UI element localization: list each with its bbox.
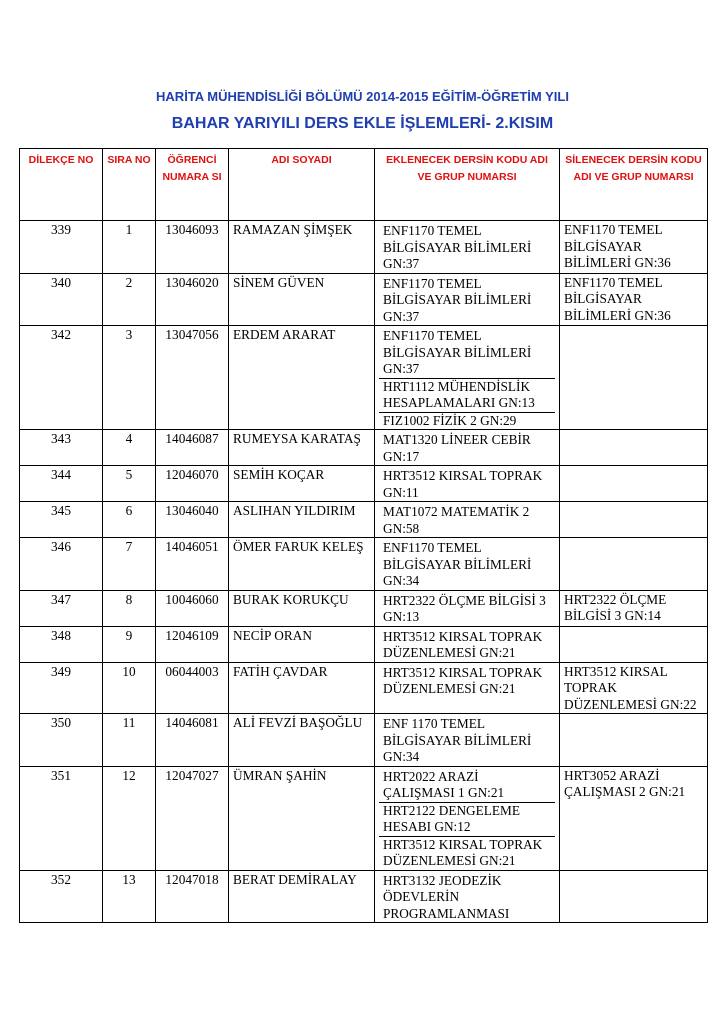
table-row xyxy=(20,714,708,767)
column-header-dilekce-no: DİLEKÇE NO xyxy=(20,149,103,221)
cell-ogrenci-numarasi: 14046051 xyxy=(156,538,229,591)
cell-eklenecek-ders xyxy=(375,766,560,870)
cell-dilekce-no: 340 xyxy=(20,273,103,326)
column-header-sira-no: SIRA NO xyxy=(103,149,156,221)
cell-adi-soyadi: NECİP ORAN xyxy=(229,626,375,662)
cell-adi-soyadi: ERDEM ARARAT xyxy=(229,326,375,430)
cell-ogrenci-numarasi: 12047027 xyxy=(156,766,229,870)
table-row xyxy=(20,502,708,538)
cell-dilekce-no: 343 xyxy=(20,430,103,466)
cell-eklenecek-ders xyxy=(375,221,560,274)
cell-sira-no: 12 xyxy=(103,766,156,870)
table-row xyxy=(20,590,708,626)
table-row xyxy=(20,430,708,466)
cell-sira-no: 4 xyxy=(103,430,156,466)
cell-silenecek-ders xyxy=(560,326,708,430)
cell-ogrenci-numarasi: 13046040 xyxy=(156,502,229,538)
cell-silenecek-ders: HRT3512 KIRSAL TOPRAK DÜZENLEMESİ GN:22 xyxy=(560,662,708,714)
eklenecek-course-entry: ENF1170 TEMEL BİLGİSAYAR BİLİMLERİ GN:37 xyxy=(383,223,532,271)
table-row xyxy=(20,626,708,662)
cell-adi-soyadi: BURAK KORUKÇU xyxy=(229,590,375,626)
cell-eklenecek-ders xyxy=(375,590,560,626)
cell-dilekce-no: 342 xyxy=(20,326,103,430)
cell-sira-no: 13 xyxy=(103,870,156,923)
cell-eklenecek-ders xyxy=(375,326,560,430)
cell-eklenecek-ders xyxy=(375,870,560,923)
cell-eklenecek-ders xyxy=(375,430,560,466)
cell-dilekce-no: 339 xyxy=(20,221,103,274)
column-header-adi-soyadi: ADI SOYADI xyxy=(229,149,375,221)
cell-eklenecek-ders xyxy=(375,273,560,326)
cell-dilekce-no: 351 xyxy=(20,766,103,870)
cell-ogrenci-numarasi: 12046109 xyxy=(156,626,229,662)
eklenecek-course-entry: HRT2122 DENGELEME HESABI GN:12 xyxy=(379,802,555,836)
cell-dilekce-no: 352 xyxy=(20,870,103,923)
eklenecek-course-entry: HRT2322 ÖLÇME BİLGİSİ 3 GN:13 xyxy=(383,592,546,624)
cell-sira-no: 2 xyxy=(103,273,156,326)
cell-adi-soyadi: RAMAZAN ŞİMŞEK xyxy=(229,221,375,274)
cell-ogrenci-numarasi: 13047056 xyxy=(156,326,229,430)
cell-sira-no: 6 xyxy=(103,502,156,538)
eklenecek-course-entry: FIZ1002 FİZİK 2 GN:29 xyxy=(379,412,555,430)
eklenecek-course-entry: HRT3512 KIRSAL TOPRAK DÜZENLEMESİ GN:21 xyxy=(383,628,543,660)
cell-adi-soyadi: BERAT DEMİRALAY xyxy=(229,870,375,923)
eklenecek-course-entry: ENF1170 TEMEL BİLGİSAYAR BİLİMLERİ GN:37 xyxy=(383,328,532,376)
table-row xyxy=(20,662,708,714)
eklenecek-course-entry: ENF 1170 TEMEL BİLGİSAYAR BİLİMLERİ GN:34 xyxy=(383,716,532,764)
cell-ogrenci-numarasi: 12047018 xyxy=(156,870,229,923)
eklenecek-course-entry: HRT3132 JEODEZİK ÖDEVLERİN PROGRAMLANMASI xyxy=(383,872,510,921)
cell-sira-no: 7 xyxy=(103,538,156,591)
cell-sira-no: 11 xyxy=(103,714,156,767)
cell-dilekce-no: 346 xyxy=(20,538,103,591)
cell-ogrenci-numarasi: 13046093 xyxy=(156,221,229,274)
cell-silenecek-ders xyxy=(560,870,708,923)
cell-silenecek-ders: HRT3052 ARAZİ ÇALIŞMASI 2 GN:21 xyxy=(560,766,708,870)
cell-eklenecek-ders xyxy=(375,662,560,714)
eklenecek-course-entry: MAT1072 MATEMATİK 2 GN:58 xyxy=(383,504,530,536)
cell-sira-no: 5 xyxy=(103,466,156,502)
eklenecek-course-entry: HRT3512 KIRSAL TOPRAK GN:11 xyxy=(383,468,543,500)
cell-dilekce-no: 349 xyxy=(20,662,103,714)
table-row xyxy=(20,466,708,502)
cell-eklenecek-ders xyxy=(375,538,560,591)
cell-adi-soyadi: ALİ FEVZİ BAŞOĞLU xyxy=(229,714,375,767)
cell-dilekce-no: 350 xyxy=(20,714,103,767)
cell-silenecek-ders xyxy=(560,430,708,466)
cell-dilekce-no: 348 xyxy=(20,626,103,662)
cell-ogrenci-numarasi: 14046081 xyxy=(156,714,229,767)
cell-ogrenci-numarasi: 14046087 xyxy=(156,430,229,466)
cell-eklenecek-ders xyxy=(375,502,560,538)
cell-eklenecek-ders xyxy=(375,626,560,662)
cell-silenecek-ders xyxy=(560,538,708,591)
cell-sira-no: 1 xyxy=(103,221,156,274)
document-title-line2: BAHAR YARIYILI DERS EKLE İŞLEMLERİ- 2.KISIM xyxy=(171,115,554,132)
cell-dilekce-no: 344 xyxy=(20,466,103,502)
cell-silenecek-ders xyxy=(560,714,708,767)
eklenecek-course-entry: HRT2022 ARAZİ ÇALIŞMASI 1 GN:21 xyxy=(383,768,505,800)
column-header-eklenecek-ders: EKLENECEK DERSİN KODU ADI VE GRUP NUMARSI xyxy=(375,149,560,221)
table-row xyxy=(20,870,708,923)
cell-dilekce-no: 345 xyxy=(20,502,103,538)
cell-adi-soyadi: SİNEM GÜVEN xyxy=(229,273,375,326)
eklenecek-course-entry: ENF1170 TEMEL BİLGİSAYAR BİLİMLERİ GN:34 xyxy=(383,540,532,588)
eklenecek-course-entry: HRT1112 MÜHENDİSLİK HESAPLAMALARI GN:13 xyxy=(379,378,555,412)
cell-adi-soyadi: SEMİH KOÇAR xyxy=(229,466,375,502)
cell-ogrenci-numarasi: 12046070 xyxy=(156,466,229,502)
table-row xyxy=(20,538,708,591)
cell-adi-soyadi: ÖMER FARUK KELEŞ xyxy=(229,538,375,591)
cell-adi-soyadi: ÜMRAN ŞAHİN xyxy=(229,766,375,870)
cell-ogrenci-numarasi: 10046060 xyxy=(156,590,229,626)
cell-eklenecek-ders xyxy=(375,714,560,767)
table-row xyxy=(20,221,708,274)
eklenecek-course-entry: HRT3512 KIRSAL TOPRAK DÜZENLEMESİ GN:21 xyxy=(379,836,555,870)
cell-adi-soyadi: ASLIHAN YILDIRIM xyxy=(229,502,375,538)
cell-eklenecek-ders xyxy=(375,466,560,502)
table-row xyxy=(20,766,708,870)
cell-silenecek-ders xyxy=(560,466,708,502)
column-header-ogrenci-numarasi: ÖĞRENCİ NUMARA SI xyxy=(156,149,229,221)
table-row xyxy=(20,326,708,430)
table-header-row xyxy=(20,149,708,221)
table-body xyxy=(20,221,708,923)
cell-silenecek-ders: ENF1170 TEMEL BİLGİSAYAR BİLİMLERİ GN:36 xyxy=(560,221,708,274)
cell-sira-no: 3 xyxy=(103,326,156,430)
course-add-table xyxy=(19,148,708,923)
cell-silenecek-ders xyxy=(560,502,708,538)
cell-adi-soyadi: FATİH ÇAVDAR xyxy=(229,662,375,714)
eklenecek-course-entry: HRT3512 KIRSAL TOPRAK DÜZENLEMESİ GN:21 xyxy=(383,664,543,696)
cell-silenecek-ders: HRT2322 ÖLÇME BİLGİSİ 3 GN:14 xyxy=(560,590,708,626)
cell-sira-no: 9 xyxy=(103,626,156,662)
cell-sira-no: 8 xyxy=(103,590,156,626)
document-title-line1: HARİTA MÜHENDİSLİĞİ BÖLÜMÜ 2014-2015 EĞİTİM-ÖĞRETİM YILI xyxy=(156,89,569,104)
column-header-silenecek-ders: SİLENECEK DERSİN KODU ADI VE GRUP NUMARSI xyxy=(560,149,708,221)
eklenecek-course-entry: ENF1170 TEMEL BİLGİSAYAR BİLİMLERİ GN:37 xyxy=(383,275,532,324)
cell-silenecek-ders: ENF1170 TEMEL BİLGİSAYAR BİLİMLERİ GN:36 xyxy=(560,273,708,326)
cell-ogrenci-numarasi: 13046020 xyxy=(156,273,229,326)
cell-dilekce-no: 347 xyxy=(20,590,103,626)
cell-adi-soyadi: RUMEYSA KARATAŞ xyxy=(229,430,375,466)
cell-sira-no: 10 xyxy=(103,662,156,714)
cell-silenecek-ders xyxy=(560,626,708,662)
table-row xyxy=(20,273,708,326)
eklenecek-course-entry: MAT1320 LİNEER CEBİR GN:17 xyxy=(383,432,531,464)
cell-ogrenci-numarasi: 06044003 xyxy=(156,662,229,714)
